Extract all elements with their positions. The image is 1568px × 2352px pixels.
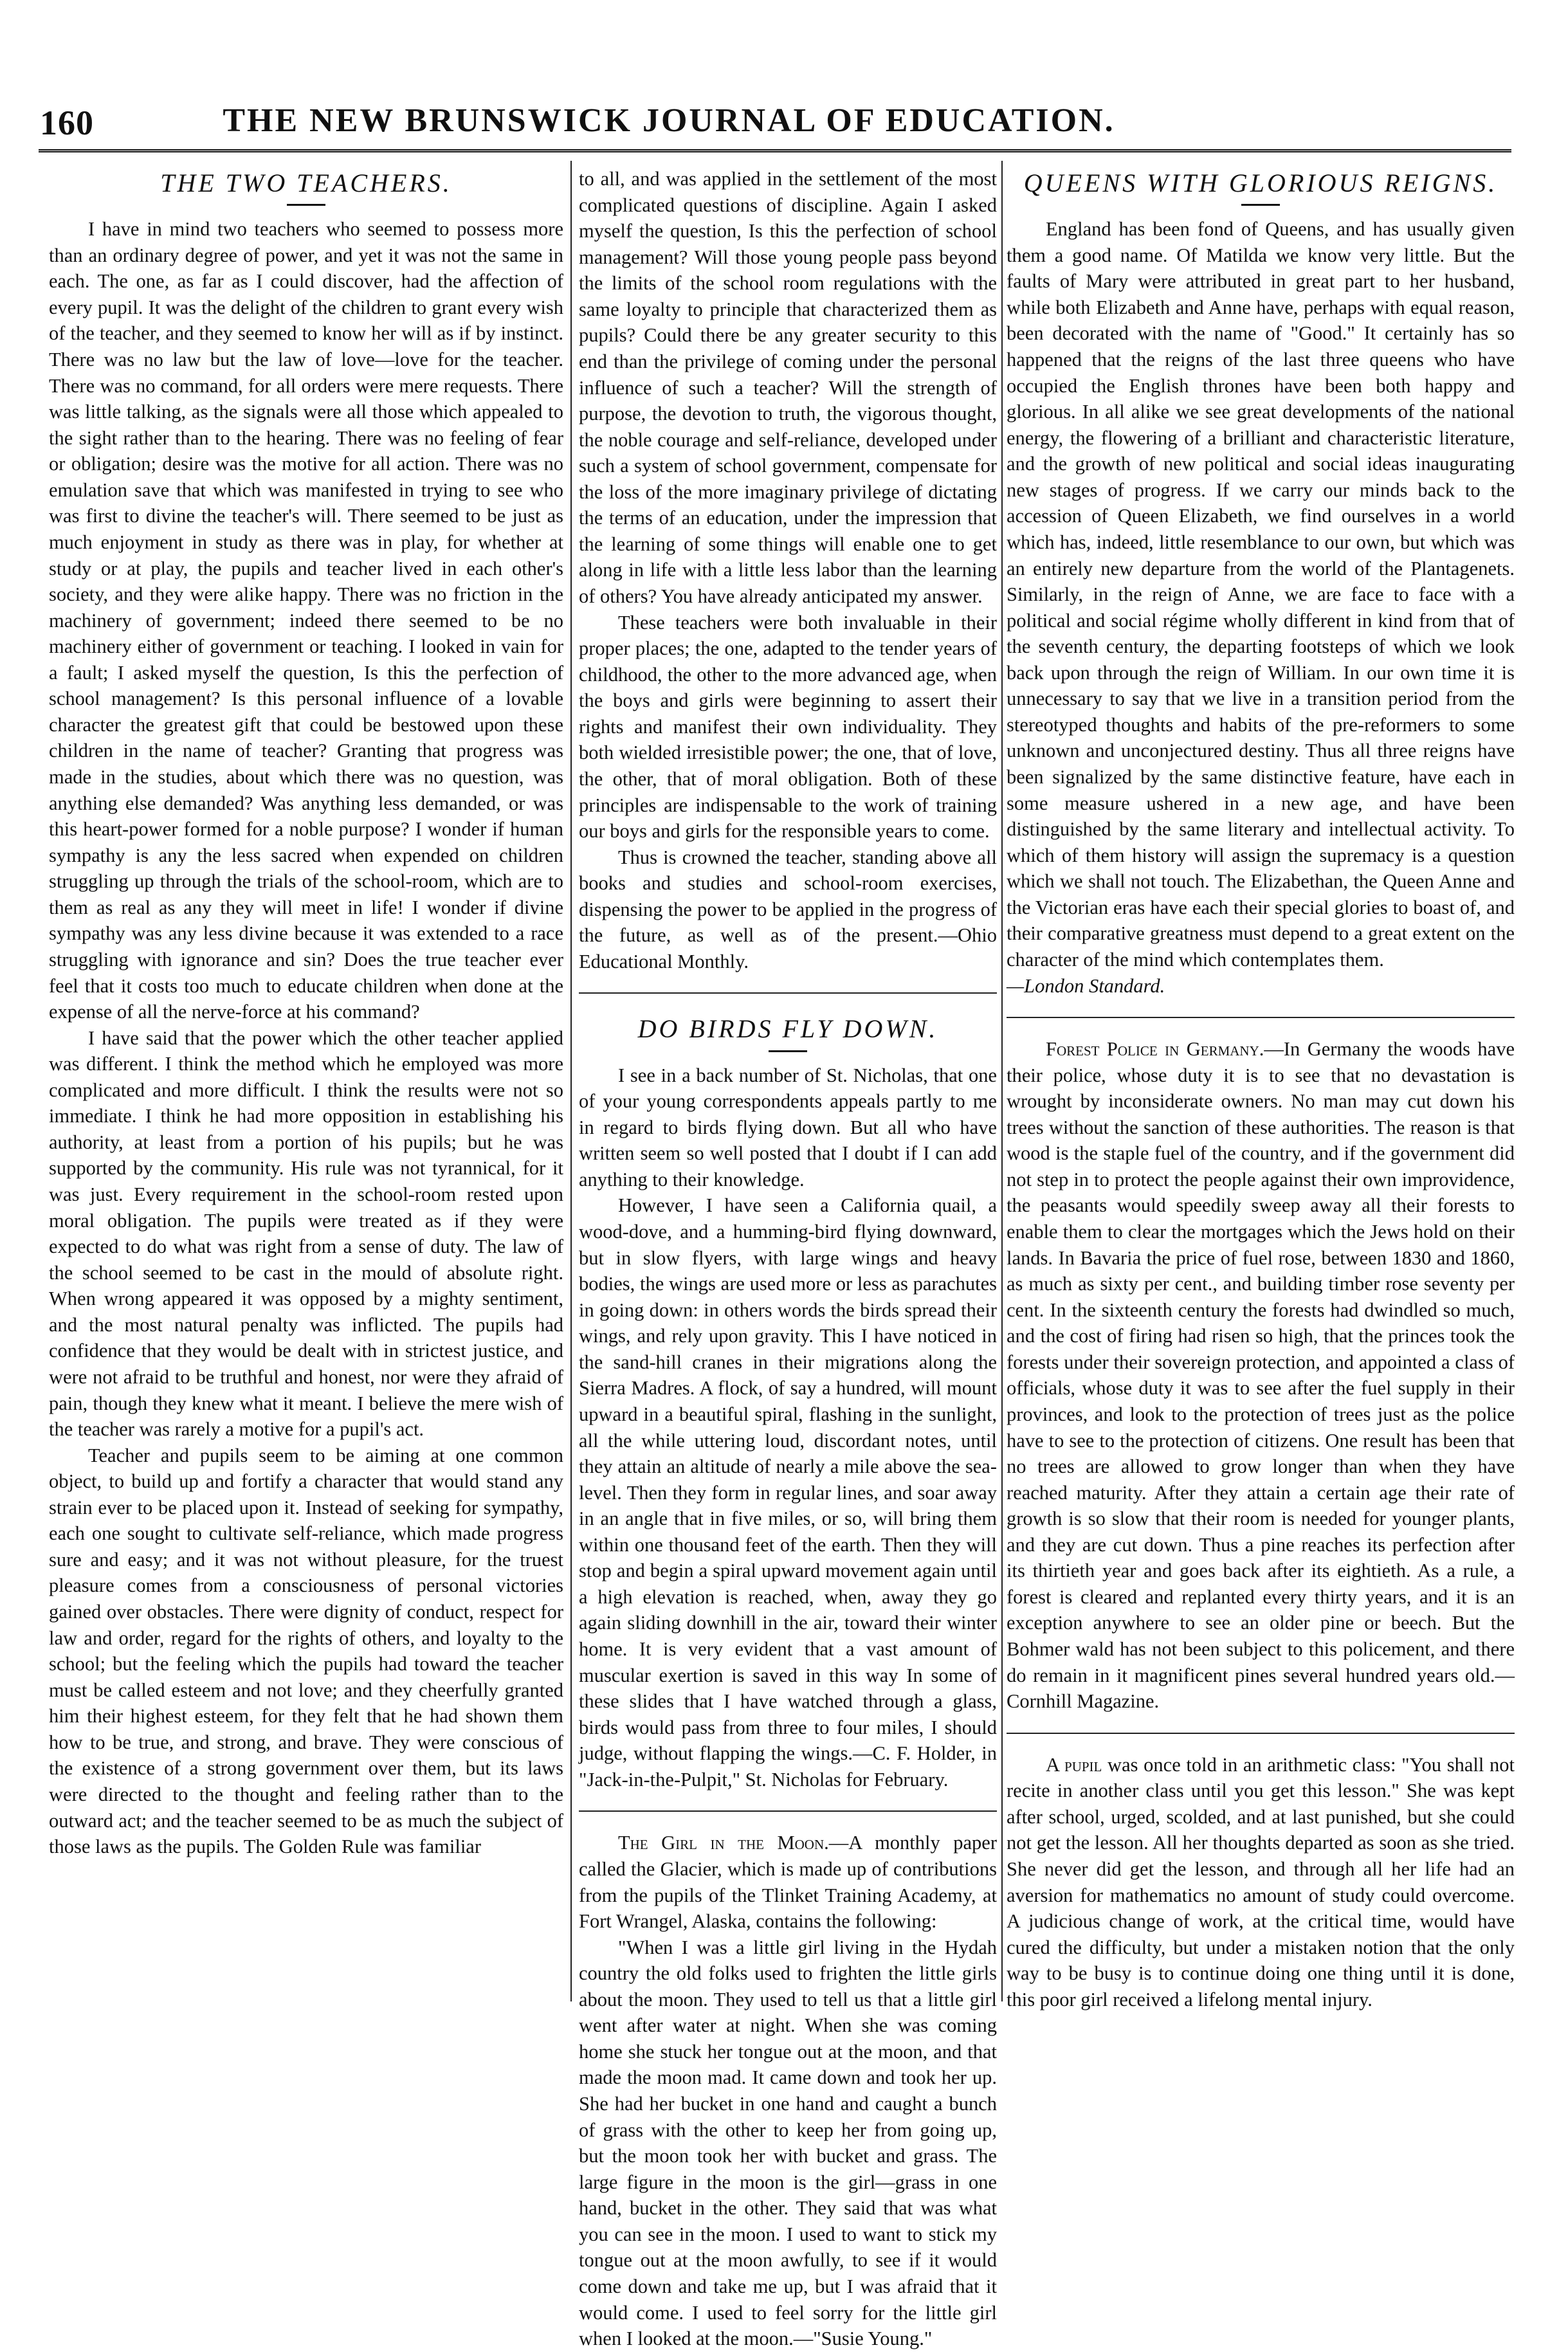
running-head: THE NEW BRUNSWICK JOURNAL OF EDUCATION. bbox=[223, 102, 1115, 139]
pupil-lead: A pupil bbox=[1046, 1753, 1102, 1776]
title-dash bbox=[769, 1050, 807, 1052]
section-separator bbox=[1007, 1017, 1515, 1018]
source-citation: —London Standard. bbox=[1007, 974, 1165, 997]
header-rule bbox=[39, 149, 1511, 152]
section-separator bbox=[579, 1810, 997, 1812]
paragraph: Thus is crowned the teacher, standing above all books and studies and school-room exercises, dispensing the power to be applied in the progress of the future, as well as of the present.—Ohio Educational Monthly. bbox=[579, 846, 997, 972]
column-3 bbox=[1007, 166, 1515, 2014]
paragraph: to all, and was applied in the settlement of the most complicated questions of discipline. Again I asked myself the question, Is this the perfection of school management? Will those young people pass beyond the limits of the school room regulations with the same loyalty to principle that characterized them as pupils? Could there be any greater security to this end than the privilege of coming under the personal influence of such a teacher? Will the strength of purpose, the devotion to truth, the vigorous thought, the noble courage and self-reliance, developed under such a system of school government, compensate for the loss of the more imaginary privilege of dictating the terms of an education, under the impression that the learning of some things will enable one to get along in life with a little less labor than the learning of others? You have already anticipated my answer. bbox=[579, 168, 997, 607]
paragraph: These teachers were both invaluable in their proper places; the one, adapted to the tender years of childhood, the other to the more advanced age, when the boys and girls were beginning to assert their rights and manifest their own individuality. They both wielded irresistible power; the one, that of love, the other, that of moral obligation. Both of these principles are indispensable to the work of training our boys and girls for the responsible years to come. bbox=[579, 611, 997, 843]
article-title-two-teachers: THE TWO TEACHERS. bbox=[160, 169, 452, 197]
column-1 bbox=[49, 166, 563, 2014]
section-separator bbox=[579, 992, 997, 994]
forest-text: —In Germany the woods have their police, whose duty it is to see that no devastation is wrought by inconsiderate owners. No man may cut down his trees without the sanction of these authorities. The reason is that wood is the staple fuel of the country, and if the government did not step in to protect the people against their own improvidence, the peasants would speedily sweep away all their forests to enable them to clear the mortgages which the Jews hold on their lands. In Bavaria the price of fuel rose, between 1830 and 1860, as much as sixty per cent., and building timber rose seventy per cent. In the sixteenth century the forests had dwindled so much, and the cost of firing had risen so high, that the princes took the forests under their sovereign protection, and appointed a class of officials, whose duty it was to see after the fuel supply in their provinces, and look to the protection of trees just as the police have to see to the protection of citizens. One result has been that no trees are allowed to grow longer than when they have reached maturity. After they attain a certain age their rate of growth is so slow that their room is needed for younger plants, and they are cut down. Thus a pine reaches its perfection after its thirtieth year and goes back after its eightieth. As a rule, a forest is cleared and replanted every thirty years, and it is an exception anywhere to see an older pine or beech. But the Bohmer wald has not been subject to this policement, and there do remain in it magnificent pines several hundred years old.—Cornhill Magazine. bbox=[1007, 1038, 1515, 1713]
article-title-birds: DO BIRDS FLY DOWN. bbox=[637, 1014, 938, 1044]
title-dash bbox=[287, 204, 325, 206]
column-rule-left bbox=[570, 161, 572, 2001]
paragraph: I have in mind two teachers who seemed to possess more than an ordinary degree of power, and yet it was not the same in each. The one, as far as I could discover, had the affection of every pupil. It was the delight of the children to grant every wish of the teacher, and they seemed to know her will as if by instinct. There was no law but the law of love—love for the teacher. There was no command, for all orders were mere requests. There was little talking, as the signals were all those which appealed to the sight rather than to the hearing. There was no feeling of fear or obligation; desire was the motive for all action. There was no emulation save that which was manifested in trying to see who was first to divine the teacher's will. There seemed to be just as much enjoyment in study as there was in play, for whether at study or at play, the pupils and teacher lived in each other's society, and they were alike happy. There was no friction in the machinery of government; indeed there seemed to be no machinery either of government or teaching. I looked in vain for a fault; I asked myself the question, Is this the perfection of school management? Is this personal influence of a lovable character the greatest gift that could be bestowed upon these children in the name of teacher? Granting that progress was made in the studies, about which there was no question, was anything else demanded? Was anything less demanded, or was this heart-power formed for a noble purpose? I wonder if human sympathy is any the less sacred when expended on children struggling up through the trials of the school-room, which are to them as real as any they will meet in life! I wonder if divine sympathy was any less divine because it was extended to a race struggling with ignorance and sin? Does the true teacher ever feel that it costs too much to educate children when done at the expense of all the nerve-force at his command? bbox=[49, 218, 563, 1023]
pupil-text: was once told in an arithmetic class: "You shall not recite in another class until you get this lesson." She was kept after school, urged, scolded, and at last punished, but she could not get the lesson. All her thoughts departed as soon as she tried. She never did get the lesson, and through all her life had an aversion for mathematics no amount of study could overcome. A judicious change of work, at the critical time, would have cured the difficulty, but under a mistaken notion that the only way to be busy is to continue doing one thing until it is done, this poor girl received a lifelong mental injury. bbox=[1007, 1753, 1515, 2010]
forest-lead: Forest Police in Germany. bbox=[1046, 1038, 1264, 1061]
article-title-queens: QUEENS WITH GLORIOUS REIGNS. bbox=[1023, 169, 1498, 197]
column-rule-right bbox=[1001, 161, 1003, 2001]
page-number: 160 bbox=[40, 104, 94, 142]
paragraph bbox=[1007, 1752, 1515, 2013]
paragraph: Teacher and pupils seem to be aiming at one common object, to build up and fortify a character that would stand any strain ever to be placed upon it. Instead of seeking for sympathy, each one sought to cultivate self-reliance, which made progress sure and easy; and it was not without pleasure, for the truest pleasure comes from a consciousness of personal victories gained over obstacles. There were dignity of conduct, respect for law and order, regard for the rights of others, and loyalty to the school; but the feeling which the pupils had toward the teacher must be called esteem and not love; and they cheerfully granted him their highest esteem, for they felt that he had shown them how to be true, and strong, and brave. They were conscious of the existence of a strong government over them, but its laws were directed to the thought and feeling rather than to the outward act; and the teacher seemed to be as much the subject of those laws as the pupils. The Golden Rule was familiar bbox=[49, 1444, 563, 1858]
moon-lead: The Girl in the Moon. bbox=[618, 1832, 829, 1854]
moon-text: —A monthly paper called the Glacier, which is made up of contributions from the pupils of the Tlinket Training Academy, at Fort Wrangel, Alaska, contains the following: bbox=[579, 1832, 997, 1933]
paragraph bbox=[579, 1830, 997, 1934]
paragraph bbox=[1007, 1036, 1515, 1715]
paragraph: I see in a back number of St. Nicholas, that one of your young correspondents appeals partly to me in regard to birds flying down. But all who have written seem so well posted that I doubt if I can add anything to their knowledge. bbox=[579, 1064, 997, 1190]
paragraph: However, I have seen a California quail, a wood-dove, and a humming-bird flying downward, but in slow flyers, with large wings and heavy bodies, the wings are used more or less as parachutes in going down: in others words the birds spread their wings, and rely upon gravity. This I have noticed in the sand-hill cranes in their migrations along the Sierra Madres. A flock, of say a hundred, will mount upward in a beautiful spiral, flashing in the sunlight, all the while uttering loud, discordant notes, until they attain an altitude of nearly a mile above the sea-level. Then they form in regular lines, and soar away in an angle that in five miles, or so, will bring them within one thousand feet of the earth. Then they will stop and begin a spiral upward movement again until a high elevation is reached, when, away they go again sliding downhill in the air, toward their winter home. It is very evident that a vast amount of muscular exertion is saved in this way In some of these slides that I have watched through a glass, birds would pass from three to four miles, I should judge, without flapping the wings.—C. F. Holder, in "Jack-in-the-Pulpit," St. Nicholas for February. bbox=[579, 1194, 997, 1791]
paragraph: I have said that the power which the other teacher applied was different. I think the method which he employed was more complicated and more difficult. I think the results were not so immediate. I think he had more opposition in establishing his authority, at least from a portion of his pupils; but he was supported by the community. His rule was not tyrannical, for it was just. Every requirement in the school-room rested upon moral obligation. The pupils were treated as if they were expected to do what was right from a sense of duty. The law of the school seemed to be cast in the mould of absolute right. When wrong appeared it was opposed by a mighty sentiment, and the most natural penalty was inflicted. The pupils had confidence that they would be dealt with in strictest justice, and were not afraid to be truthful and honest, nor were they afraid of pain, though they knew what it meant. I believe the mere wish of the teacher was rarely a motive for a pupil's act. bbox=[49, 1026, 563, 1441]
paragraph: "When I was a little girl living in the Hydah country the old folks used to frighten the little girls about the moon. They used to tell us that a little girl went after water at night. When she was coming home she stuck her tongue out at the moon, and that made the moon mad. It came down and took her up. She had her bucket in one hand and caught a bunch of grass with the other to keep her from going up, but the moon took her with bucket and grass. The large figure in the moon is the girl—grass in one hand, bucket in the other. They said that was what you can see in the moon. I used to want to stick my tongue out at the moon awfully, to see if it would come down and take me up, but I was afraid that it would come. I used to feel sorry for the little girl when I looked at the moon.—"Susie Young." bbox=[579, 1936, 997, 2350]
paragraph: England has been fond of Queens, and has usually given them a good name. Of Matilda we know very little. But the faults of Mary were attributed in great part to her husband, while both Elizabeth and Anne have, perhaps with equal reason, been decorated with the name of "Good." It certainly has so happened that the reigns of the last three queens who have occupied the English thrones have been both happy and glorious. In all alike we see great developments of the national energy, the flowering of a brilliant and characteristic literature, and the growth of new political and social ideas inaugurating new stages of progress. If we carry our minds back to the accession of Queen Elizabeth, we find ourselves in a world which has, indeed, little resemblance to our own, but which was an entirely new departure from the world of the Plantagenets. Similarly, in the reign of Anne, we are face to face with a political and social régime wholly different in kind from that of the seventh century, the departing footsteps of which we look back upon through the reign of William. In our own time it is unnecessary to say that we live in a transition period from the stereotyped thoughts and habits of the pre-reformers to some unknown and unconjectured destiny. Thus all three reigns have been signalized by the same distinctive feature, have each in some measure ushered in a new age, and have been distinguished by the same literary and intellectual activity. To which of them history will assign the supremacy is a question which we shall not touch. The Elizabethan, the Queen Anne and the Victorian eras have each their special glories to boast of, and their comparative greatness must depend to a great extent on the character of the mind which contemplates them. bbox=[1007, 218, 1515, 971]
column-2 bbox=[579, 166, 997, 2350]
title-dash bbox=[1241, 204, 1280, 206]
section-separator bbox=[1007, 1733, 1515, 1734]
